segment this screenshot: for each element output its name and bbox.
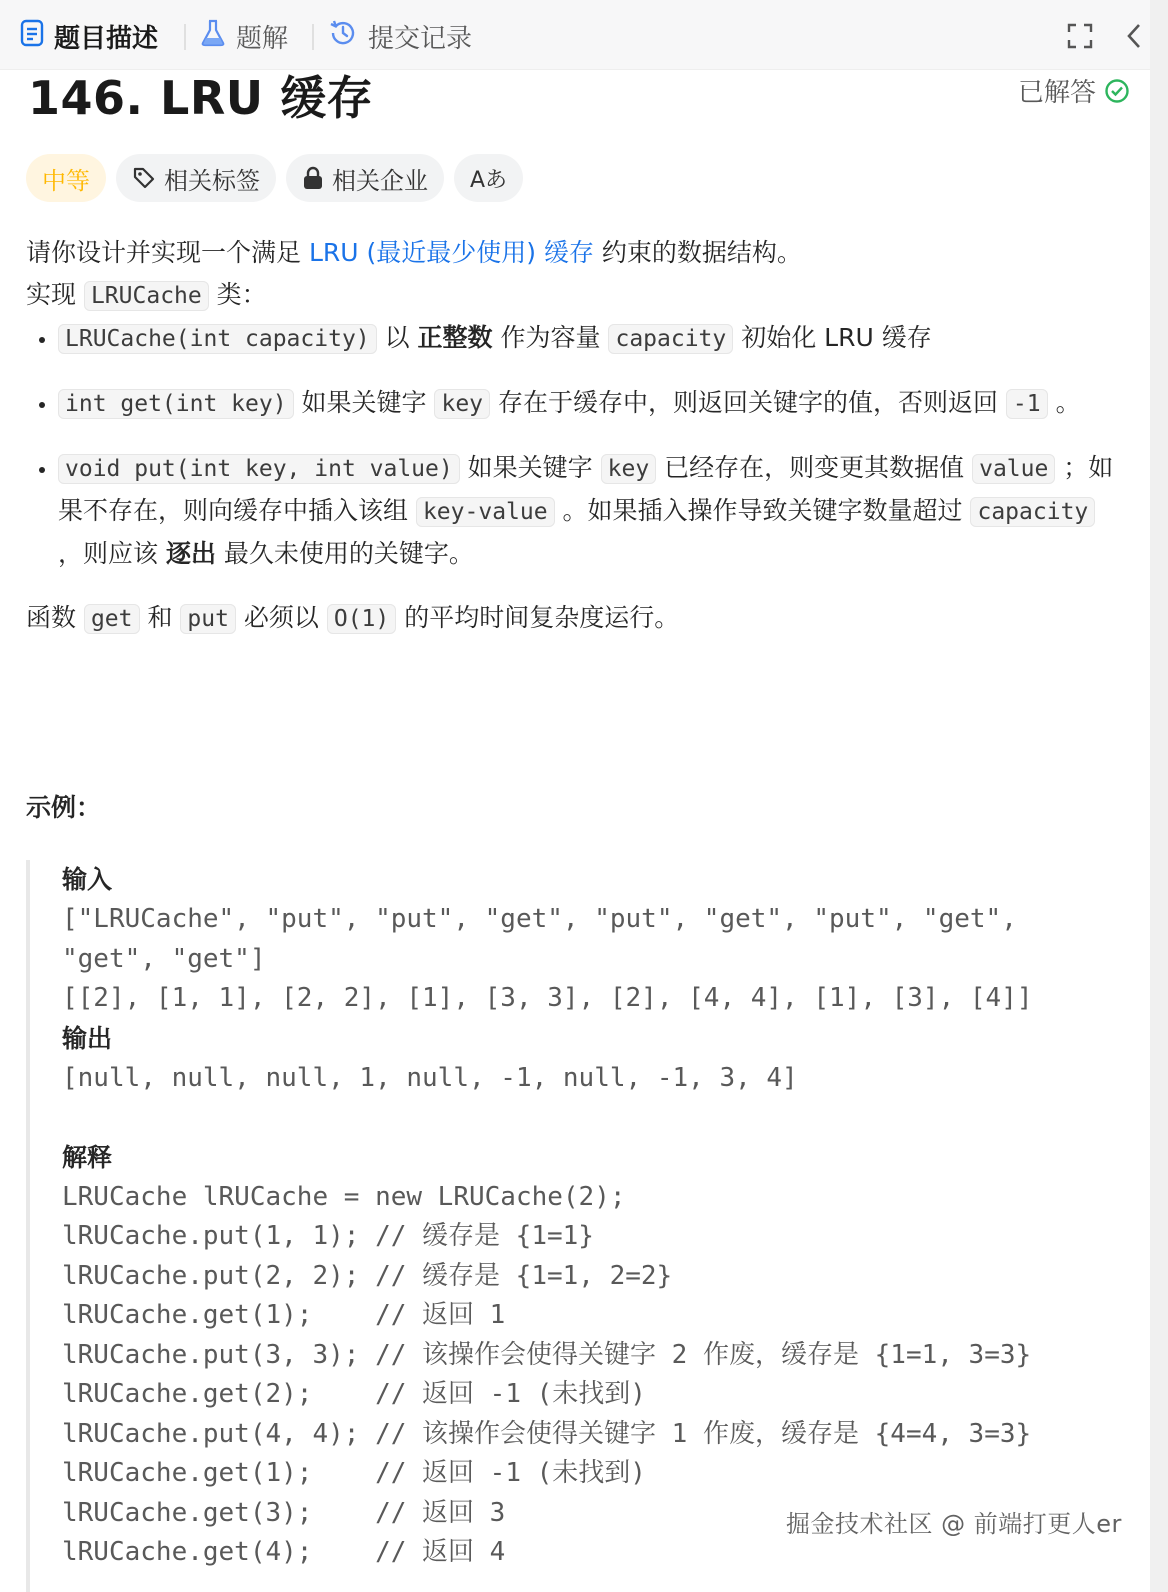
input-label: 输入 (62, 865, 113, 894)
panel-edge (1150, 0, 1168, 1592)
output-line: [null, null, null, 1, null, -1, null, -1, 3, 4] (62, 1062, 798, 1093)
solved-label: 已解答 (1018, 78, 1097, 108)
watermark: 掘金技术社区 @ 前端打更人er (786, 1510, 1122, 1538)
problem-description (26, 232, 1126, 640)
difficulty-badge: 中等 (26, 154, 106, 202)
chip-label: 相关标签 (164, 166, 260, 195)
list-item: • void put(int key, int value) 如果关键字 key 已经存在，则变更其数据值 value ；如果不存在，则向缓存中插入该组 key-value 。如果插入操作导致关键字数量超过 capacity ，则应该 逐出 最久未使用的关键字。 (58, 447, 1126, 575)
tab-solutions[interactable] (200, 16, 288, 56)
implement-paragraph: 实现 LRUCache 类： (26, 280, 267, 309)
inline-code: put (180, 604, 236, 634)
lock-icon (302, 166, 324, 190)
inline-code: key-value (416, 497, 555, 527)
inline-code: LRUCache (84, 281, 209, 311)
inline-code: get (84, 604, 140, 634)
explain-line: lRUCache.get(4); // 返回 4 (62, 1537, 506, 1567)
font-size-chip[interactable] (454, 154, 523, 202)
history-icon (328, 18, 358, 55)
inline-code: key (434, 389, 490, 419)
problem-title[interactable]: 146. LRU 缓存 (28, 71, 374, 125)
flask-icon (200, 19, 226, 54)
input-line: [[2], [1, 1], [2, 2], [1], [3, 3], [2], [4, 4], [1], [3], [4]] (62, 983, 1033, 1013)
explain-line: lRUCache.get(2); // 返回 -1 (未找到) (62, 1379, 646, 1409)
tab-submissions[interactable] (328, 16, 472, 56)
method-list (26, 317, 1126, 575)
input-line: "get", "get"] (62, 943, 266, 974)
inline-code: capacity (970, 497, 1095, 527)
output-label: 输出 (62, 1023, 113, 1053)
tab-divider (312, 24, 314, 50)
explain-line: lRUCache.put(3, 3); // 该操作会使得关键字 2 作废，缓存是 {1=1, 3=3} (62, 1339, 1032, 1370)
explain-line: lRUCache.put(2, 2); // 缓存是 {1=1, 2=2} (62, 1260, 673, 1291)
tab-label: 提交记录 (368, 23, 473, 54)
example-heading: 示例： (26, 793, 102, 822)
inline-code: LRUCache(int capacity) (58, 324, 377, 354)
explain-line: lRUCache.get(1); // 返回 -1 (未找到) (62, 1458, 646, 1488)
problem-tags-row (26, 154, 523, 202)
explain-line: LRUCache lRUCache = new LRUCache(2); (62, 1181, 626, 1212)
tab-divider (184, 24, 186, 50)
complexity-paragraph: 函数 get 和 put 必须以 O(1) 的平均时间复杂度运行。 (26, 603, 680, 632)
intro-paragraph: 请你设计并实现一个满足 LRU (最近最少使用) 缓存 约束的数据结构。 (26, 238, 802, 267)
explain-line: lRUCache.get(3); // 返回 3 (62, 1497, 506, 1528)
list-item: • int get(int key) 如果关键字 key 存在于缓存中，则返回关键字的值，否则返回 -1 。 (58, 382, 1126, 425)
related-tags-chip[interactable] (116, 154, 276, 202)
inline-code: void put(int key, int value) (58, 454, 460, 484)
description-icon (20, 19, 44, 54)
chip-label: 相关企业 (332, 166, 428, 195)
example-block (26, 860, 1126, 1592)
tab-label: 题目描述 (54, 23, 159, 54)
related-companies-chip[interactable] (286, 154, 444, 202)
tab-bar (0, 0, 1150, 70)
inline-code: capacity (608, 324, 733, 354)
explain-line: lRUCache.put(1, 1); // 缓存是 {1=1} (62, 1221, 594, 1251)
tag-icon (132, 166, 156, 190)
check-circle-icon (1104, 78, 1130, 104)
translate-icon: Aあ (470, 167, 508, 193)
collapse-left-icon[interactable] (1116, 18, 1152, 54)
blank-line (62, 1098, 1126, 1138)
input-line: ["LRUCache", "put", "put", "get", "put", "get", "put", "get", (62, 904, 1017, 934)
fullscreen-icon[interactable] (1062, 18, 1098, 54)
inline-code: O(1) (327, 604, 396, 634)
tab-description[interactable] (20, 16, 158, 56)
inline-code: key (601, 454, 657, 484)
solved-status (1018, 72, 1130, 109)
list-item: • LRUCache(int capacity) 以 正整数 作为容量 capacity 初始化 LRU 缓存 (58, 317, 1126, 360)
explain-line: lRUCache.put(4, 4); // 该操作会使得关键字 1 作废，缓存是 {4=4, 3=3} (62, 1418, 1032, 1449)
inline-code: int get(int key) (58, 389, 294, 419)
explain-line: lRUCache.get(1); // 返回 1 (62, 1300, 506, 1330)
inline-code: -1 (1006, 389, 1048, 419)
inline-code: value (972, 454, 1055, 484)
tab-label: 题解 (236, 23, 289, 54)
lru-cache-link[interactable]: LRU (最近最少使用) 缓存 (308, 238, 594, 267)
explain-label: 解释 (62, 1142, 113, 1172)
